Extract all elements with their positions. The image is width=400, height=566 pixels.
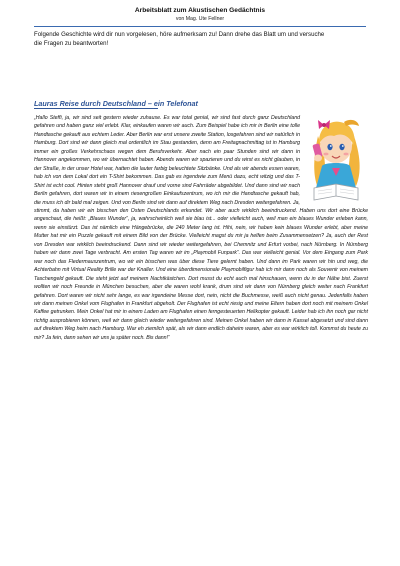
story-title-underline xyxy=(34,108,158,109)
worksheet-title: Arbeitsblatt zum Akustischen Gedächtnis xyxy=(134,7,266,14)
story-body xyxy=(34,114,368,342)
story-text: „Hallo Steffi, ja, wir sind seit gestern wieder zuhause. Es war total genial, wir sind fast durch ganz Deutschland gefahren und haben ganz viel erlebt. Klar, einkaufen waren wir auch. Zum Beispiel habe ich mir in Berlin eine tolle Handtasche gekauft aus echtem Leder. Aber Berlin war erst unsere zweite Station, losgefahren sind wir natürlich in Hamburg. Dort sind wir dann gleich mal ordentlich im Stau gestanden, denn am Freitagnachmittag ist in Hamburg immer ein großes Verkehrschaos wegen dem Berufsverkehr. Aber nach ein paar Stunden sind wir dann in Hannover angekommen, wo wir übernachtet haben. Abends waren wir spazieren und du wirst es nicht glauben, in der Straße, in der unser Hotel war, hatten die lauter farbig beleuchtete Sitzbänke. Und als wir abends essen waren, hab ich von dem Lokal dort ein T-Shirt bekommen. Das gab es irgendwie zum Menü dazu, echt witzig und das T-Shirt ist echt cool. Hinten steht groß Hannover drauf und vorne sind Fahrräder abgebildet. Und dann sind wir nach Berlin gefahren, dort waren wir in einem riesengroßen Einkaufszentrum, wo ich mir die Handtasche gekauft hab, die muss ich dir bald mal zeigen. Und von Berlin sind wir dann auf direktem Weg nach Dresden weitergefahren. Ja, stimmt, da haben wir ein bisschen den Osten Deutschlands erkundet. Wir aber auch wirklich beeindruckend. Haben uns dort eine Brücke angeschaut, die heißt: „Blaues Wunder“, ja, wahrscheinlich weil sie blau ist... oder vielleicht auch, weil man ein blaues Wunder erleben kann, wenn sie einstürzt. Das ist nämlich eine Hängebrücke, die 240 Meter lang ist. Hihi, nein, wir haben kein blaues Wunder erlebt, aber meine Mutter hat mir ein Puzzle gekauft mit einem Bild von der Brücke. Vielleicht magst du mir ja helfen beim Zusammensetzen? Ja, auch der Rest von Dresden war wirklich beeindruckend. Dann sind wir wieder weitergefahren, bei Chemnitz und Erfurt vorbei, nach Nürnberg. In Nürnberg haben wir dann zwei Tage verbracht. Am ersten Tag waren wir im „Playmobil Funpark“. Das war vielleicht genial. Vor dem Eingang zum Park war noch das Fledermauszentrum, wo wir ein bisschen was über diese Tiere gelernt haben. Und dann im Park waren wir hin und weg, die Achterbahn mit Virtual Reality Brille war der Knaller. Und eine überdimensionale Playmobilfigur hab ich mir dann noch als Souvenir von meinem Taschengeld gekauft. Die steht jetzt auf meinem Nachtkästchen. Dort musst du echt auch mal hinschauen, wenn du in der Nähe bist. Zuerst wollten wir noch Freunde in München besuchen, aber die waren wohl krank, drum sind wir dann von Nürnberg gleich weiter nach Frankfurt gefahren. Dort waren wir nicht sehr lange, es war irgendeine Messe dort, nein, nicht die Buchmesse, weiß auch nicht genau. Jedenfalls haben wir dann meinen Onkel vom Flughafen in Frankfurt abgeholt. Der Flughafen ist echt riesig und meine Eltern haben dort noch mit meinem Onkel Kaffee getrunken. Mein Onkel hat mir in einem Laden am Flughafen einen ferngesteuerten Helikopter gekauft. Leider hab ich ihn noch gar nicht richtig ausprobieren können, weil wir dann gleich wieder weitergefahren sind. Meinen Onkel haben wir dann in Kassel abgesetzt und sind dann auf direktem Weg heim nach Hamburg. War eh ziemlich spät, als wir dann endlich daheim waren, aber es war wirklich toll. Kommst du heute zu mir? Ja fein, dann sehen wir uns ja später noch. Bis dann!“ xyxy=(34,115,368,341)
girl-on-phone-icon xyxy=(304,114,368,204)
intro-instructions: Folgende Geschichte wird dir nun vorgelesen, höre aufmerksam zu! Dann drehe das Blatt um und versuche die Fragen zu beantworten! xyxy=(34,31,325,47)
worksheet-author: von Mag. Ute Fellner xyxy=(175,16,225,22)
header-divider xyxy=(34,26,366,27)
story-title: Lauras Reise durch Deutschland – ein Telefonat xyxy=(34,99,198,108)
page-header xyxy=(34,6,366,23)
